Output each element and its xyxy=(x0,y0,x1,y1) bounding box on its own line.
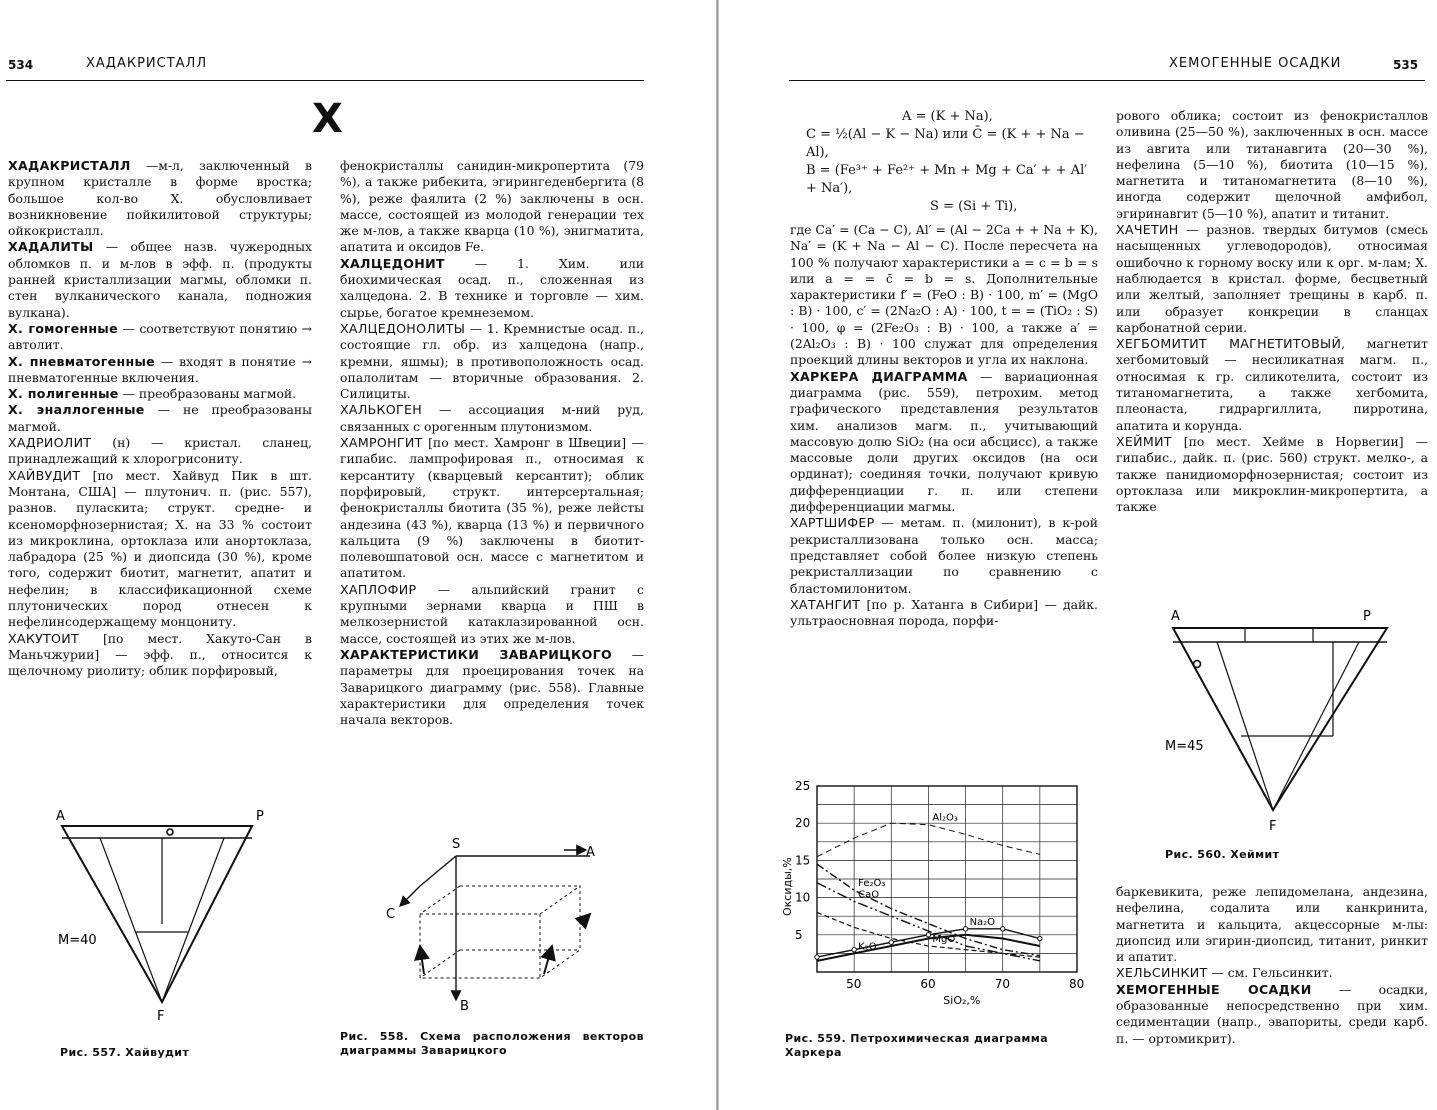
dictionary-entry xyxy=(1116,222,1428,336)
dictionary-entry xyxy=(1116,965,1428,981)
right-page xyxy=(719,0,1437,1110)
entry-text: [по мест. Хайвуд Пик в шт. Монтана, США] — плутонич. п. (рис. 557), разнов. пуласкита; структ. средне- и ксеноморфнозернистая; Х. на 33 % состоит из микроклина, ортоклаза или анортоклаза, лабрадора (25 %) и диопсида (30 %), кроме того, содержит биотит, магнетит, апатит и нефелин; в классификационной схеме плутонических пород отнесен к нефелинсодержащему монцониту. xyxy=(8,467,312,630)
entry-term: ХАМРОНГИТ xyxy=(340,435,423,451)
harker-chart xyxy=(779,778,1099,1010)
dictionary-entry xyxy=(790,369,1098,516)
right-column-2 xyxy=(1116,108,1428,596)
entry-text: — общее назв. чужеродных обломков п. и м-лов в эфф. п. (продукты ранней кристаллизации магмы, обломки п. стен вулканического канала, подножия вулкана). xyxy=(8,239,312,320)
fig557-label-a: A xyxy=(56,809,65,824)
formula-line: B = (Fe³⁺ + Fe²⁺ + Mn + Mg + Ca′ + + Al′ + Na′), xyxy=(806,163,1088,196)
entry-text: — метам. п. (милонит), в к-рой рекристаллизована только осн. масса; представляет собой более низкую степень рекристаллизации по сравнению с бластомилонитом. xyxy=(790,515,1098,596)
dictionary-entry xyxy=(8,386,312,402)
dictionary-entry xyxy=(8,631,312,680)
entry-text: где Ca′ = (Ca − C), Al′ = (Al − 2Ca + + Na + K), Na′ = (K + Na − Al − C). После пересчета на 100 % получают характеристики a = c = b = s или a = = c̄ = b = s. Дополнительные характеристики f′ = (FeO : B) · 100, m′ = (MgO : B) · 100, c′ = (2Na₂O : A) · 100, t = = (TiO₂ : S) · 100, φ = (2Fe₂O₃ : B) · 100, а также a′ = (2Al₂O₃ : B) · 100 служат для определения проекций длины векторов и угла их наклона. xyxy=(790,222,1098,368)
entry-term: Х. гомогенные xyxy=(8,320,118,336)
y-axis-label: Оксиды,% xyxy=(781,857,794,916)
running-head-left: ХАДАКРИСТАЛЛ xyxy=(86,56,208,71)
figure-559 xyxy=(779,778,1099,1010)
entry-text: рового облика; состоит из фенокристаллов оливина (25—50 %), заключенных в осн. массе из авгита или титанавгита (20—30 %), нефелина (5—10 %), биотита (10—15 %), магнетита и титаномагнетита (8—10 %), иногда содержит щелочной амфибол, эгиринавгит (5—10 %), апатит и титанит. xyxy=(1116,108,1428,221)
fig560-label-p: P xyxy=(1363,609,1371,624)
entry-term: Х. полигенные xyxy=(8,386,119,402)
dictionary-entry xyxy=(790,597,1098,630)
entry-text: —м-л, заключенный в крупном кристалле в форме вростка; большое кол-во Х. обусловливает возникновение пойкилитовой структуры; ойкокристалл. xyxy=(8,158,312,239)
dictionary-entry xyxy=(790,515,1098,596)
dictionary-entry xyxy=(1116,434,1428,515)
entry-text: — параметры для проецирования точек на Заварицкого диаграмму (рис. 558). Главные характеристики для определения точек начала векторов. xyxy=(340,646,644,728)
data-point xyxy=(1038,936,1042,940)
formula-line: A = (K + Na), xyxy=(902,109,993,124)
series-label: CaO xyxy=(858,889,880,901)
x-tick-label: 50 xyxy=(846,977,862,991)
y-tick-label: 20 xyxy=(795,816,811,831)
series-label: K₂O xyxy=(858,941,877,953)
fig557-label-p: P xyxy=(256,809,264,824)
entry-term: ХАКУТОИТ xyxy=(8,630,79,646)
entry-text: — см. Гельсинкит. xyxy=(1207,965,1333,981)
dictionary-entry xyxy=(790,222,1098,369)
section-letter: X xyxy=(312,96,343,142)
series-label: Al₂O₃ xyxy=(932,812,958,824)
dictionary-entry xyxy=(340,435,644,582)
data-point xyxy=(1001,927,1005,931)
caption-558: Рис. 558. Схема расположения векторов диаграммы Заварицкого xyxy=(340,1030,644,1057)
formula-line: S = (Si + Ti), xyxy=(930,199,1018,214)
series-label: Fe₂O₃ xyxy=(858,878,886,890)
dictionary-entry xyxy=(1116,336,1428,434)
dictionary-entry xyxy=(340,256,644,321)
header-rule-right xyxy=(789,80,1425,81)
y-tick-label: 15 xyxy=(795,853,811,868)
dictionary-entry xyxy=(8,239,312,320)
running-head-right: ХЕМОГЕННЫЕ ОСАДКИ xyxy=(1169,56,1342,71)
entry-term: ХАТАНГИТ xyxy=(790,596,861,612)
entry-text: фенокристаллы санидин-микропертита (79 %), а также рибекита, эгирингеденбергита (8 %), реже фаялита (2 %) заключены в осн. массе, состоящей из молодой генерации тех же м-лов, а также кварца (10 %), энигматита, апатита и оксидов Fe. xyxy=(340,158,644,255)
entry-text: [по р. Хатанга в Сибири] — дайк. ультраосновная порода, порфи- xyxy=(790,596,1098,629)
series-label: MgO xyxy=(932,933,956,945)
entry-term: ХЕМОГЕННЫЕ ОСАДКИ xyxy=(1116,981,1312,997)
fig558-label-s: S xyxy=(452,837,461,852)
entry-text: [по мест. Хейме в Норвегии] — гипабис., дайк. п. (рис. 560) структ. мелко-, а также панидиоморфнозернистая; состоит из ортоклаза или микроклин-микропертита, а также xyxy=(1116,433,1428,515)
entry-term: ХАЛЦЕДОНИТ xyxy=(340,255,445,271)
entry-term: ХАПЛОФИР xyxy=(340,581,417,597)
dictionary-entry xyxy=(8,158,312,239)
data-point xyxy=(963,927,967,931)
fig560-label-a: A xyxy=(1171,609,1180,624)
page-number-right: 535 xyxy=(1393,58,1419,72)
figure-558 xyxy=(380,834,620,1020)
dictionary-entry xyxy=(8,468,312,631)
data-point xyxy=(889,940,893,944)
fig560-label-f: F xyxy=(1269,819,1277,834)
fig558-label-b: B xyxy=(460,999,469,1014)
dictionary-entry xyxy=(340,158,644,256)
fig557-label-m: M=40 xyxy=(58,933,97,948)
entry-text: — преобразованы магмой. xyxy=(118,386,297,402)
dictionary-entry xyxy=(1116,982,1428,1047)
entry-term: ХАЛЦЕДОНОЛИТЫ xyxy=(340,320,466,336)
figure-560 xyxy=(1163,604,1403,836)
dictionary-entry xyxy=(340,402,644,435)
caption-559: Рис. 559. Петрохимическая диаграмма Харкера xyxy=(785,1032,1049,1059)
left-column-2 xyxy=(340,158,644,812)
entry-text: — осадки, образованные непосредственно при хим. седиментации (напр., эвапориты, среди карб. п. — ортомикрит). xyxy=(1116,981,1428,1046)
entry-text: — входят в понятие → пневматогенные включения. xyxy=(8,353,312,385)
entry-text: — 1. Хим. или биохимическая осад. п., сложенная из халцедона. 2. В технике и торговле — хим. сырье, богатое кремнеземом. xyxy=(340,255,644,320)
entry-term: ХАЙВУДИТ xyxy=(8,467,81,483)
entry-text: баркевикита, реже лепидомелана, андезина, нефелина, содалита или канкринита, магнетита и кальцита, акцессорные м-лы: диопсид или эгирин-диопсид, титанит, ринкит и апатит. xyxy=(1116,884,1428,965)
x-tick-label: 80 xyxy=(1069,977,1085,991)
series-label: Na₂O xyxy=(969,916,996,928)
left-page xyxy=(0,0,718,1110)
entry-term: ХЕЙМИТ xyxy=(1116,433,1172,449)
caption-560: Рис. 560. Хеймит xyxy=(1165,848,1280,861)
dictionary-entry xyxy=(340,582,644,647)
entry-text: — альпийский гранит с крупными зернами кварца и ПШ в мелкозернистой катаклазированной осн. массе, состоящей из этих же м-лов. xyxy=(340,581,644,646)
entry-text: — соответствуют понятию → автолит. xyxy=(8,320,312,353)
caption-557: Рис. 557. Хайвудит xyxy=(60,1046,190,1059)
entry-text: — не преобразованы магмой. xyxy=(8,402,312,434)
dictionary-entry xyxy=(340,321,644,402)
header-rule-left xyxy=(6,80,644,81)
x-tick-label: 70 xyxy=(994,977,1010,991)
entry-term: ХАДАЛИТЫ xyxy=(8,239,94,255)
entry-term: ХАРТШИФЕР xyxy=(790,515,875,531)
entry-text: [по мест. Хакуто-Сан в Маньчжурии] — эфф. п., относится к щелочному риолиту; облик порфировый, xyxy=(8,630,312,679)
dictionary-entry xyxy=(1116,108,1428,222)
entry-term: ХАЛЬКОГЕН xyxy=(340,402,423,418)
dictionary-entry xyxy=(340,647,644,728)
entry-term: ХЕГБОМИТИТ МАГНЕТИТОВЫЙ xyxy=(1116,336,1342,352)
fig560-label-m: M=45 xyxy=(1165,739,1204,754)
right-column-1 xyxy=(790,108,1098,740)
x-tick-label: 60 xyxy=(920,977,936,991)
left-column-1 xyxy=(8,158,312,780)
dictionary-entry xyxy=(8,402,312,435)
entry-term: Х. пневматогенные xyxy=(8,353,156,369)
fig558-label-a: A xyxy=(586,845,595,860)
y-tick-label: 25 xyxy=(795,779,811,793)
figure-557 xyxy=(40,804,300,1026)
entry-text: (н) — кристал. сланец, принадлежащий к хлорогрисониту. xyxy=(8,435,312,467)
entry-text: — ассоциация м-ний руд, связанных с орогенным плутонизмом. xyxy=(340,402,644,434)
data-point xyxy=(926,933,930,937)
right-column-2-continued xyxy=(1116,884,1428,1084)
entry-term: ХЕЛЬСИНКИТ xyxy=(1116,965,1208,981)
fig557-label-f: F xyxy=(157,1009,165,1024)
entry-text: [по мест. Хамронг в Швеции] — гипабис. лампрофировая п., относимая к керсантиту (кварцевый керсантит); облик порфировый, структ. интерсертальная; фенокристаллы биотита (35 %), реже лейсты андезина (43 %), кварца (13 %) и первичного кальцита (9 %) заключены в биотит-полевошпатовой осн. массе с магнетитом и апатитом. xyxy=(340,435,644,581)
entry-text: — разнов. твердых битумов (смесь насыщенных углеводородов), относимая ошибочно к горному воску или к орг. м-лам; Х. наблюдается в кристал. форме, бесцветный или желтый, заполняет трещины в карб. п. или образует конкреции в сланцах карбонатной серии. xyxy=(1116,222,1428,335)
y-tick-label: 10 xyxy=(795,890,811,905)
data-point xyxy=(815,955,819,959)
y-tick-label: 5 xyxy=(795,927,803,942)
entry-term: ХАДРИОЛИТ xyxy=(8,435,92,451)
dictionary-entry xyxy=(8,435,312,468)
formula-line: C = ½(Al − K − Na) или C̄ = (K + + Na − Al), xyxy=(806,127,1085,160)
entry-text: , магнетит хегбомитовый — несиликатная магм. п., относимая к гр. силикотелита, состоит из титаномагнетита, а также хегбомита, плеонаста, гидраргиллита, пирротина, апатита и корунда. xyxy=(1116,336,1428,433)
dictionary-entry xyxy=(1116,884,1428,965)
data-point xyxy=(852,947,856,951)
x-axis-label: SiO₂,% xyxy=(943,994,981,1007)
entry-text: — вариационная диаграмма (рис. 559), петрохим. метод графического представления результатов хим. анализов магм. п., учитывающий массовую долю SiO₂ (на оси абсцисс), а также массовые доли других оксидов (на оси ординат); соединяя точки, получают кривую дифференциации г. п. или степени дифференциации магмы. xyxy=(790,368,1098,515)
entry-text: — 1. Кремнистые осад. п., состоящие гл. обр. из халцедона (напр., кремни, яшмы); в противоположность осад. опалолитам — вторичные образования. 2. Силициты. xyxy=(340,320,644,402)
zavaritsky-formulas xyxy=(790,108,1098,216)
fig558-label-c: C xyxy=(386,907,396,922)
right-column-1-body xyxy=(790,222,1098,629)
dictionary-entry xyxy=(8,354,312,387)
page-number-left: 534 xyxy=(8,58,34,72)
entry-term: ХАРКЕРА ДИАГРАММА xyxy=(790,368,968,384)
entry-term: ХАЧЕТИН xyxy=(1116,222,1179,238)
dictionary-entry xyxy=(8,321,312,354)
entry-term: Х. эналлогенные xyxy=(8,402,145,418)
entry-term: ХАДАКРИСТАЛЛ xyxy=(8,158,131,173)
entry-term: ХАРАКТЕРИСТИКИ ЗАВАРИЦКОГО xyxy=(340,646,612,662)
